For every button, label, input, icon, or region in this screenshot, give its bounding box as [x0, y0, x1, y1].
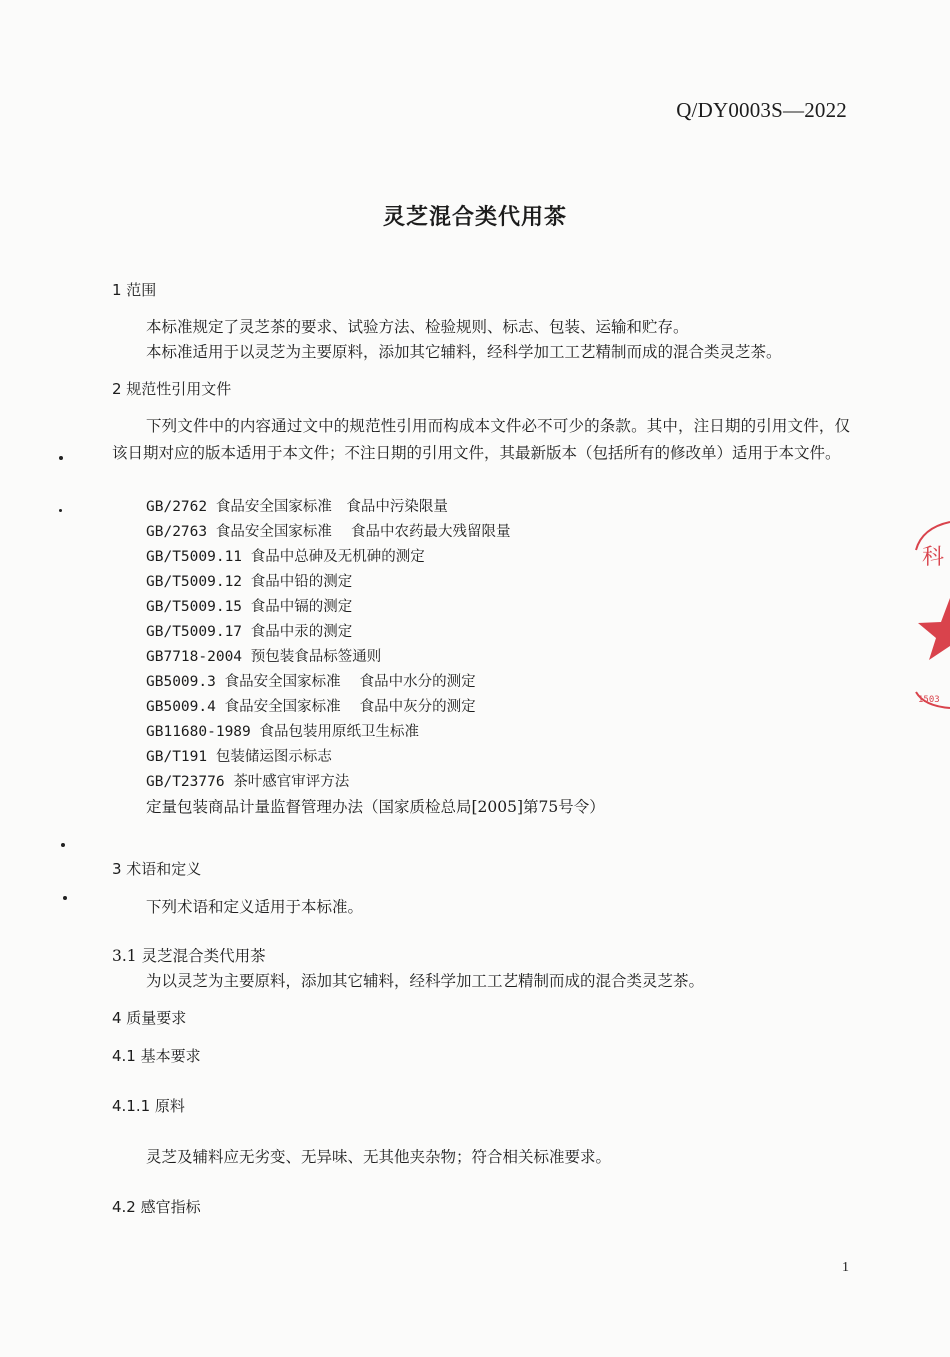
reference-code: GB/2763 [146, 524, 208, 540]
section-4-1-heading: 4.1 基本要求 [112, 1047, 201, 1065]
section-1-paragraph-2: 本标准适用于以灵芝为主要原料，添加其它辅料，经科学加工工艺精制而成的混合类灵芝茶。 [146, 343, 782, 361]
star-icon [918, 598, 950, 660]
seal-char: 科 [922, 545, 945, 570]
section-3-heading: 3 术语和定义 [112, 860, 202, 878]
standard-code: Q/DY0003S—2022 [676, 98, 847, 122]
section-1-paragraph-1: 本标准规定了灵芝茶的要求、试验方法、检验规则、标志、包装、运输和贮存。 [146, 318, 689, 336]
reference-code: GB/T5009.12 [146, 574, 243, 590]
scan-mark [63, 896, 67, 900]
section-3-1-text: 为以灵芝为主要原料，添加其它辅料，经科学加工工艺精制而成的混合类灵芝茶。 [146, 972, 705, 990]
section-4-heading: 4 质量要求 [112, 1009, 187, 1027]
reference-item-last: 定量包装商品计量监督管理办法（国家质检总局[2005]第75号令） [146, 798, 605, 816]
reference-code: GB/T5009.17 [146, 624, 243, 640]
reference-item [146, 570, 352, 591]
reference-code: GB5009.3 [146, 674, 216, 690]
reference-code: GB/T23776 [146, 774, 225, 790]
scan-mark [59, 509, 62, 512]
reference-item [146, 545, 425, 566]
reference-code: GB/T5009.15 [146, 599, 243, 615]
reference-title: 食品安全国家标准 食品中灰分的测定 [224, 699, 476, 715]
reference-title: 食品中总砷及无机砷的测定 [250, 549, 425, 565]
reference-title: 食品包装用原纸卫生标准 [259, 724, 419, 740]
reference-item [146, 720, 419, 741]
reference-title: 食品安全国家标准 食品中水分的测定 [224, 674, 476, 690]
reference-title: 食品安全国家标准 食品中污染限量 [215, 499, 448, 515]
section-2-heading: 2 规范性引用文件 [112, 380, 232, 398]
reference-code: GB/T5009.11 [146, 549, 243, 565]
reference-item [146, 770, 349, 791]
reference-item [146, 520, 510, 541]
reference-item [146, 670, 476, 691]
reference-item [146, 495, 448, 516]
reference-item [146, 595, 352, 616]
scan-mark [59, 456, 63, 460]
section-3-1-heading: 3.1 灵芝混合类代用茶 [112, 947, 266, 965]
reference-code: GB/T191 [146, 749, 208, 765]
reference-title: 食品安全国家标准 食品中农药最大残留限量 [215, 524, 511, 540]
reference-title: 茶叶感官审评方法 [233, 774, 350, 790]
reference-code: GB5009.4 [146, 699, 216, 715]
reference-code: GB7718-2004 [146, 649, 243, 665]
page-number: 1 [842, 1260, 849, 1275]
reference-item [146, 695, 476, 716]
reference-code: GB11680-1989 [146, 724, 251, 740]
reference-title: 包装储运图示标志 [215, 749, 332, 765]
official-seal-fragment [914, 520, 950, 710]
reference-item [146, 620, 352, 641]
reference-item [146, 645, 381, 666]
section-2-intro: 下列文件中的内容通过文中的规范性引用而构成本文件必不可少的条款。其中，注日期的引用文件，仅该日期对应的版本适用于本文件；不注日期的引用文件，其最新版本（包括所有的修改单）适用于本文件。 [112, 417, 850, 462]
reference-title: 食品中汞的测定 [250, 624, 353, 640]
section-4-1-1-heading: 4.1.1 原料 [112, 1097, 185, 1115]
section-3-intro: 下列术语和定义适用于本标准。 [146, 898, 364, 916]
reference-title: 食品中铅的测定 [250, 574, 353, 590]
section-1-heading: 1 范围 [112, 281, 157, 299]
scan-mark [61, 843, 65, 847]
seal-digits: 1503 [918, 695, 940, 705]
page-title: 灵芝混合类代用茶 [382, 205, 567, 230]
reference-title: 食品中镉的测定 [250, 599, 353, 615]
reference-code: GB/2762 [146, 499, 208, 515]
section-4-1-1-text: 灵芝及辅料应无劣变、无异味、无其他夹杂物；符合相关标准要求。 [146, 1148, 612, 1166]
reference-item [146, 745, 332, 766]
section-4-2-heading: 4.2 感官指标 [112, 1198, 201, 1216]
reference-title: 预包装食品标签通则 [250, 649, 382, 665]
